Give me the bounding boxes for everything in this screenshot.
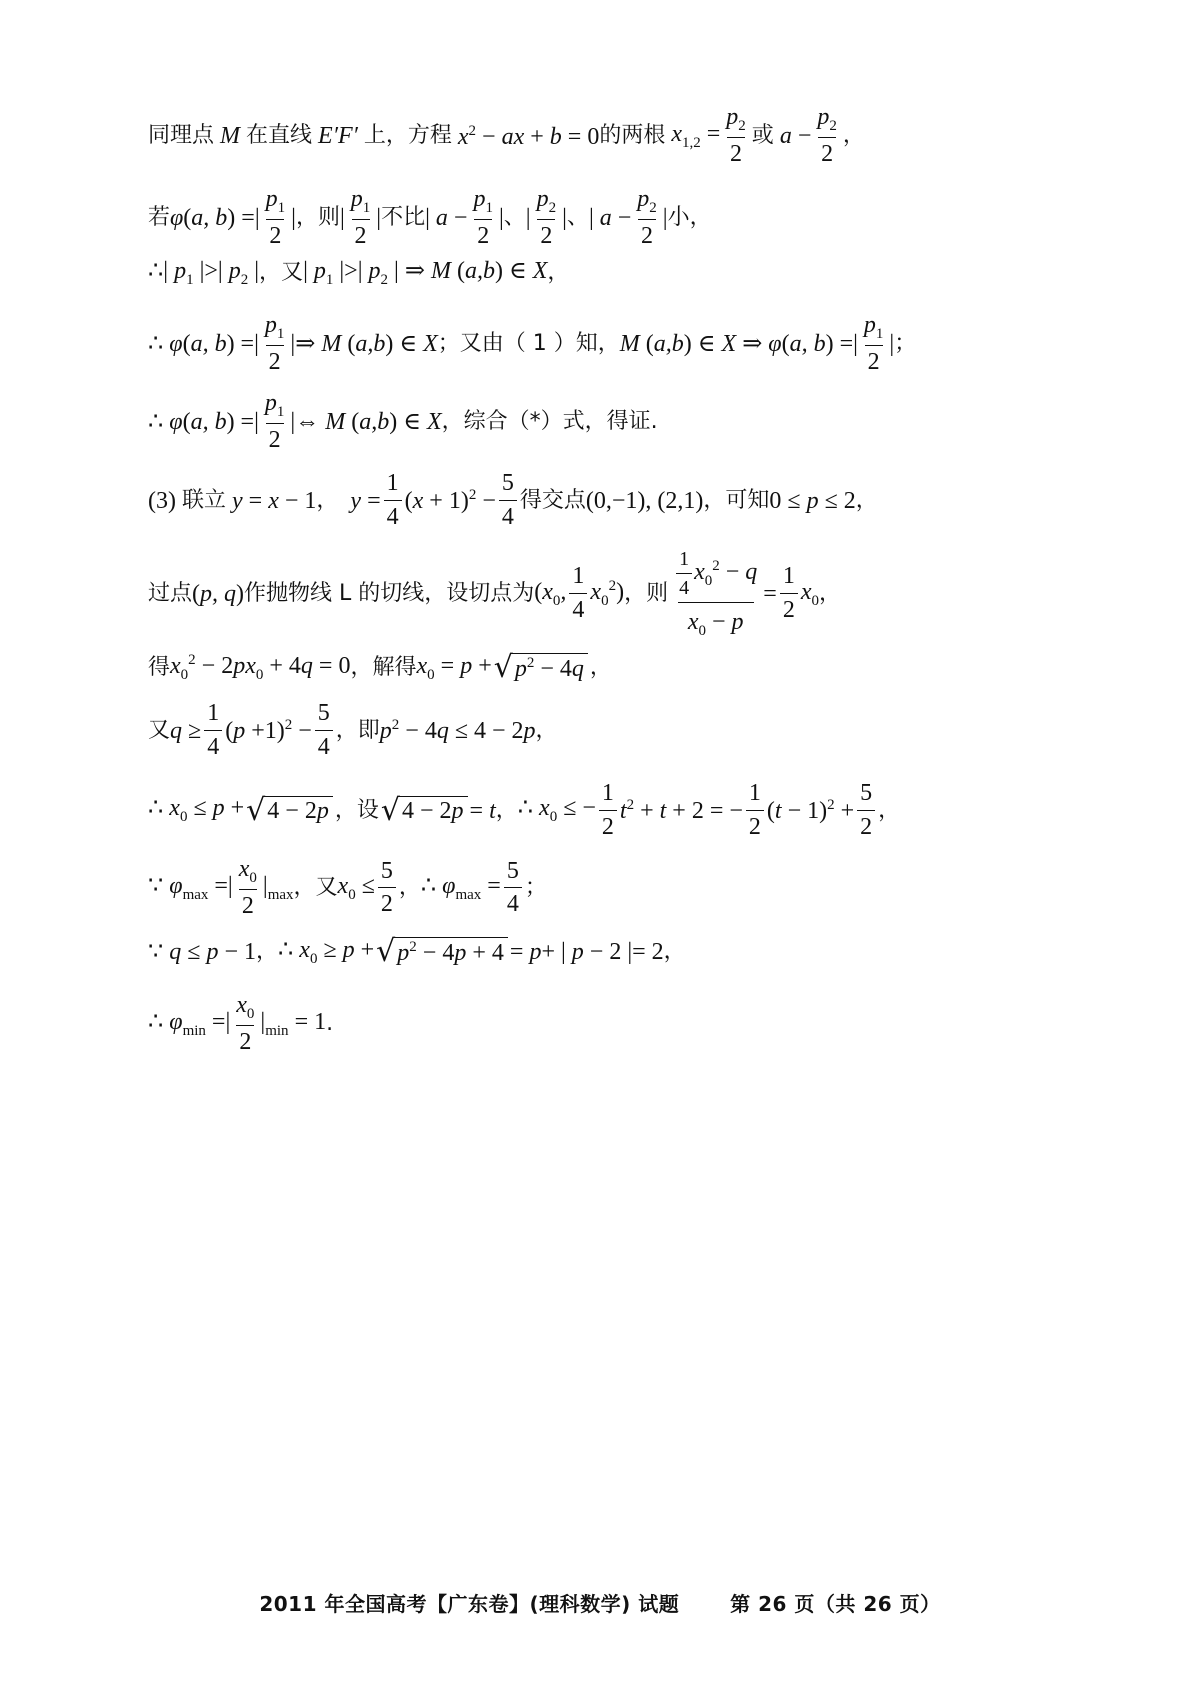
fraction: $\frac{p_2}{2}$ [817, 104, 837, 168]
fraction: $\frac{p_2}{2}$ [726, 104, 746, 168]
text: ，则 [624, 581, 669, 607]
solution-line-4: ∴ φ(a, b) =| $\frac{p_1}{2}$ |⇒ M (a,b) ∈ X ；又由（ 1 ）知， M (a,b) ∈ X ⇒ φ(a, b) =| $\frac{p_1}{2}$ | ； [148, 312, 917, 376]
text: ， [535, 717, 558, 743]
text: . [326, 1011, 334, 1037]
solution-line-6: (3) 联立 y = x − 1 ， y = $\frac{1}{4}$ $(x + 1)^2$ − $\frac{5}{4}$ 得交点 (0,−1), (2,1) ，可知 0 ≤ p ≤ 2 ， [148, 470, 878, 530]
fraction: $\frac{1}{2}$ [599, 780, 617, 841]
page-footer [0, 1588, 1200, 1617]
text: 若 [148, 205, 171, 231]
fraction: $\frac{1}{2}$ [780, 563, 798, 624]
text: ，又 [293, 875, 338, 901]
fraction: $\frac{x_0}{2}$ [236, 992, 255, 1056]
fraction: $\frac{5}{4}$ [499, 470, 517, 531]
fraction: $\frac{p_1}{2}$ [350, 186, 371, 250]
text: 或 [751, 123, 774, 149]
fraction: $\frac{1}{2}$ [746, 780, 764, 841]
fraction: $\frac{1}{4}$ [384, 470, 402, 531]
text: 小， [667, 205, 712, 231]
solution-line-7: 过点 (p, q) 作抛物线 L 的切线，设切点为 ($x_0$, $\frac{1}{4}$ $x_0^2$) ，则 $\frac{1}{4}$ $x_0^2 - q$ $x_0 - p$ = $\frac{1}{2}$ $x_0$ ， [148, 548, 842, 639]
text: ， [398, 875, 421, 901]
solution-line-9: 又 q ≥ $\frac{1}{4}$ $(p +1)^2$ − $\frac{5}{4}$ ，即 $p^2 - 4q \le 4 - 2p$ ， [148, 700, 558, 760]
text: ，可知 [703, 487, 770, 513]
text: 同理点 [148, 123, 215, 149]
text: ，综合（*）式，得证. [441, 409, 658, 435]
fraction: $\frac{p_2}{2}$ [637, 186, 657, 250]
text: 、 [566, 205, 589, 231]
solution-line-1: 同理点 M 在直线 E′F′ 上，方程 $x^2$ − ax + b = 0 的两根 $x_{1,2}$ = $\frac{p_2}{2}$ 或 a − $\frac{p_2}{2}$ ， [148, 104, 865, 168]
solution-line-10: ∴ $x_0 \le p$ + √ 4 − 2p ，设 √ 4 − 2p = t ， ∴ $x_0$ ≤ − $\frac{1}{2}$ $t^2 + t + 2$ = − $\frac{1}{2}$ $(t - 1)^2$ + $\frac{5}{2}$ ， [148, 780, 901, 840]
square-root: √ $p^2 - 4p + 4$ [376, 937, 508, 967]
solution-line-3: ∴| $p_1$ |>| $p_2$ | ，又 | $p_1$ |>| $p_2$ | ⇒ M (a,b) ∈ X ， [148, 257, 570, 288]
solution-line-13: ∴ $\varphi_{min}$ =| $\frac{x_0}{2}$ $|_{min} = 1$ . [148, 992, 334, 1056]
footer-title: 2011 年全国高考【广东卷】(理科数学) 试题 [259, 1592, 680, 1616]
fraction: $\frac{5}{2}$ [378, 858, 396, 919]
fraction: $\frac{5}{4}$ [315, 700, 333, 761]
text: ，解得 [350, 655, 417, 680]
fraction: $\frac{1}{4}$ [569, 563, 587, 624]
text: ， [819, 581, 842, 607]
text: ； [524, 875, 547, 901]
text: ，又 [259, 260, 304, 285]
fraction: $\frac{5}{2}$ [857, 780, 875, 841]
solution-line-11: ∵ $\varphi_{max}$ =| $\frac{x_0}{2}$ $|_{max}$ ，又 $x_0$ ≤ $\frac{5}{2}$ ， ∴ $\varphi_{max}$ = $\frac{5}{4}$ ； [148, 856, 547, 920]
text: ，设 [334, 797, 379, 823]
text: ， [842, 123, 865, 149]
text: 联立 [181, 487, 226, 513]
text: 在直线 [246, 123, 313, 149]
fraction: $\frac{p_1}{2}$ [264, 312, 285, 376]
fraction: $\frac{x_0}{2}$ [238, 856, 257, 920]
text: ，即 [335, 717, 380, 743]
text: ， [495, 797, 518, 823]
fraction: $\frac{p_1}{2}$ [264, 390, 285, 454]
text: ；又由（ 1 ）知， [437, 331, 620, 357]
text: ， [256, 939, 279, 964]
text: 得 [148, 655, 171, 680]
text: 又 [148, 717, 171, 743]
solution-line-8: 得 $x_0^2 - 2px_0 + 4q = 0$ ，解得 $x_0 = p$ + √ $p^2 - 4q$ ， [148, 650, 612, 685]
solution-line-5: ∴ φ(a, b) =| $\frac{p_1}{2}$ |⇔ M (a,b) ∈ X ，综合（*）式，得证. [148, 390, 658, 454]
text: ； [894, 331, 917, 357]
text: 不比 [381, 205, 426, 231]
text: ， [589, 655, 612, 680]
fraction: $\frac{1}{4}$ [204, 700, 222, 761]
text: ，则 [295, 205, 340, 231]
square-root: √ $p^2 - 4q$ [494, 653, 588, 683]
text: ， [547, 260, 570, 285]
text: 、 [503, 205, 526, 231]
text: ， [878, 797, 901, 823]
square-root: √ 4 − 2p [246, 796, 333, 826]
text: ， [316, 487, 339, 513]
fraction: $\frac{p_2}{2}$ [536, 186, 557, 250]
fraction: $\frac{1}{4}$ $x_0^2 - q$ $x_0 - p$ [671, 548, 760, 640]
text: 作抛物线 L 的切线，设切点为 [244, 581, 535, 607]
text: 上，方程 [363, 123, 452, 149]
text: 过点 [148, 581, 193, 607]
text: 得交点 [519, 487, 586, 513]
part-number: (3) [148, 487, 176, 514]
fraction: $\frac{p_1}{2}$ [473, 186, 493, 250]
fraction: $\frac{5}{4}$ [504, 858, 522, 919]
text: ， [663, 939, 686, 964]
text: ， [855, 487, 878, 513]
fraction: $\frac{p_1}{2}$ [265, 186, 286, 250]
fraction: $\frac{p_1}{2}$ [863, 312, 884, 376]
solution-line-2: 若 φ(a, b) =| $\frac{p_1}{2}$ | ，则 | $\frac{p_1}{2}$ | 不比 | a − $\frac{p_1}{2}$ | 、 | $\frac{p_2}{2}$ | 、 | a − $\frac{p_2}{2}$ | 小， [148, 186, 712, 250]
square-root: √ 4 − 2p [381, 796, 468, 826]
text: 的两根 [599, 123, 666, 149]
footer-page-number: 第 26 页（共 26 页） [730, 1592, 941, 1616]
solution-line-12: ∵ q ≤ p − 1 ， ∴ $x_0 \ge p$ + √ $p^2 - 4p + 4$ = p+ | p − 2 |= 2 ， [148, 934, 686, 969]
